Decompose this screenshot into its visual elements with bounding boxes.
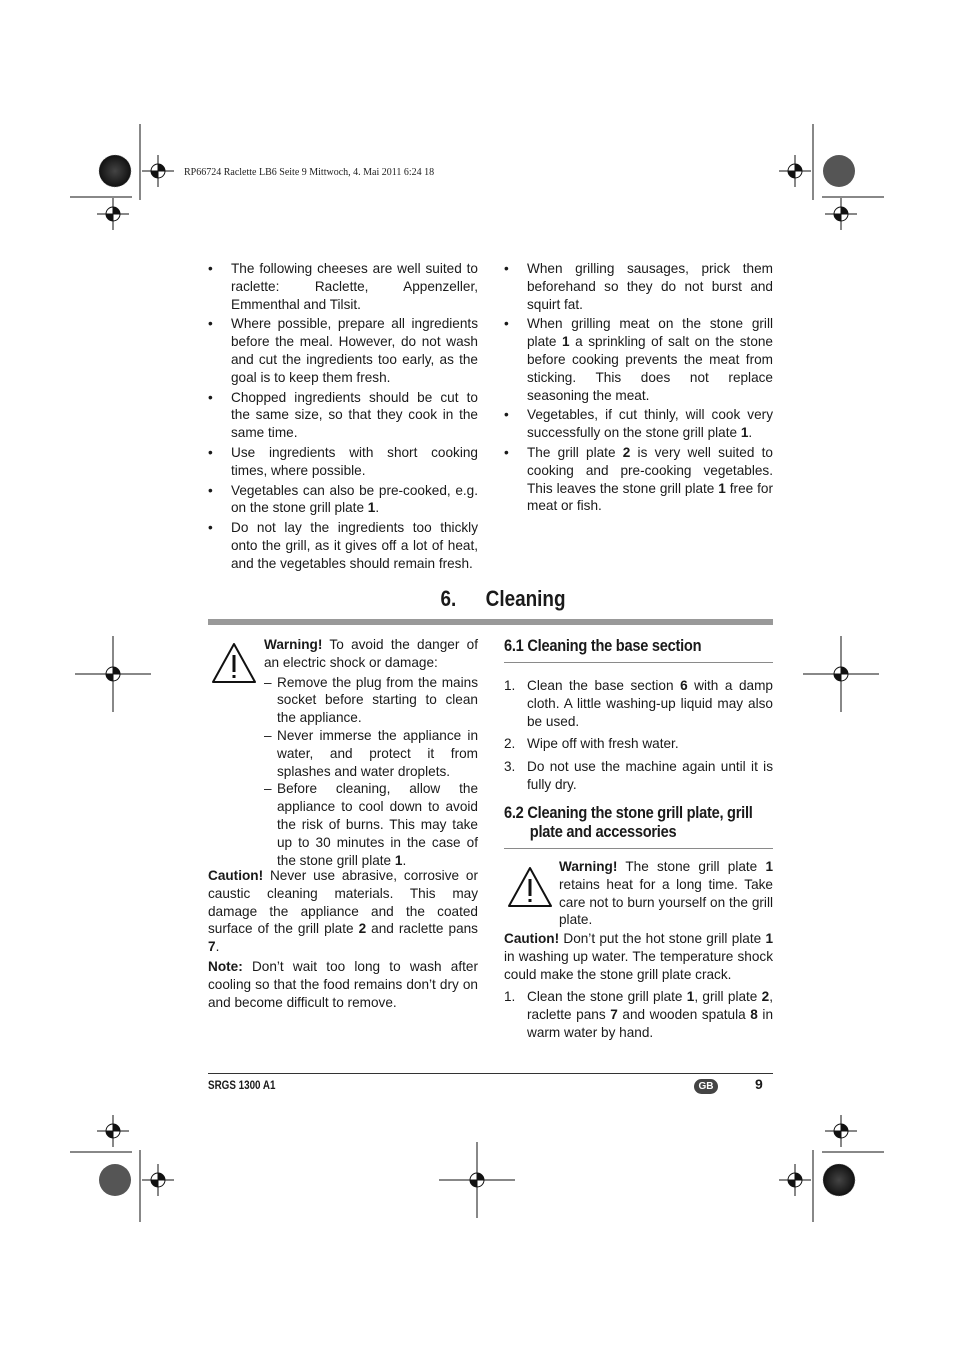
section-divider: [208, 619, 773, 625]
print-header: RP66724 Raclette LB6 Seite 9 Mittwoch, 4. Mai 2011 6:24 18: [184, 167, 435, 178]
section-title: 6. Cleaning: [440, 586, 566, 611]
list-item: • Use ingredients with short cooking times, where possible.: [208, 444, 478, 478]
subsection-rule: [504, 848, 773, 849]
model-number: SRGS 1300 A1: [208, 1078, 276, 1092]
subsection-rule: [504, 662, 773, 663]
list-item: • Chopped ingredients should be cut to the same size, so that they cook in the same time.: [208, 389, 478, 441]
list-item: • When grilling meat on the stone grill plate 1 a sprinkling of salt on the stone before cooking prevents the meat from sticking. This does not replace seasoning the meat.: [504, 316, 773, 403]
list-item: • The following cheeses are well suited to raclette: Raclette, Appenzeller, Emmenthal and Tilsit.: [208, 261, 478, 312]
language-badge: GB: [694, 1079, 718, 1094]
warning-block-right: Warning! The stone grill plate 1 retains heat for a long time. Take care not to burn yourself on the grill plate.: [559, 859, 773, 928]
list-item: 2. Wipe off with fresh water.: [504, 736, 679, 752]
cleaning-plate-steps: [504, 988, 773, 1046]
list-item: • When grilling sausages, prick them beforehand so they do not burst and squirt fat.: [504, 261, 773, 312]
tips-left-column: [208, 260, 478, 575]
tips-right-column: [504, 260, 773, 517]
list-item: 1. Clean the base section 6 with a damp cloth. A little washing-up liquid may also be used.: [504, 678, 773, 729]
list-item: • Where possible, prepare all ingredients before the meal. However, do not wash and cut the ingredients too early, as the goal is to keep them fresh.: [208, 316, 478, 385]
footer-rule: [208, 1073, 773, 1074]
list-item: • The grill plate 2 is very well suited to cooking and pre-cooking vegetables. This leaves the stone grill plate 1 free for meat or fish.: [504, 444, 773, 514]
page-number: 9: [755, 1076, 763, 1092]
cleaning-base-steps: [504, 677, 773, 799]
warning-triangle-icon: [211, 642, 257, 684]
warning-block-left: Warning! To avoid the danger of an electric shock or damage: – Remove the plug from the mains socket before starting to clean the appliance. – Never immerse the appliance in water, and protect it from splashes and water droplets. – Before cleaning, allow the appliance to cool down to avoid the risk of burns. This may take up to 30 minutes in the case of the stone grill plate 1.: [264, 637, 478, 868]
subsection-title: 6.1 Cleaning the base section: [504, 636, 702, 655]
list-item: • Vegetables can also be pre-cooked, e.g. on the stone grill plate 1.: [208, 482, 478, 516]
list-item: • Vegetables, if cut thinly, will cook very successfully on the stone grill plate 1.: [504, 407, 773, 441]
list-item: – Before cleaning, allow the appliance to cool down to avoid the risk of burns. This may take up to 30 minutes in the case of the stone grill plate 1.: [264, 781, 478, 868]
list-item: 1. Clean the stone grill plate 1, grill plate 2, raclette pans 7 and wooden spatula 8 in warm water by hand.: [504, 989, 774, 1040]
list-item: – Remove the plug from the mains socket before starting to clean the appliance.: [264, 674, 478, 726]
list-item: 3. Do not use the machine again until it is fully dry.: [504, 759, 773, 792]
warning-triangle-icon: [507, 866, 553, 908]
caution-block-left: Caution! Never use abrasive, corrosive or caustic cleaning materials. This may damage the appliance and the coated surface of the grill plate 2 and raclette pans 7. Note: Don’t wait too long to wash after cooling so that the food remains don’t dry on and become difficult to remove.: [208, 868, 478, 1010]
caution-block-right: Caution! Don’t put the hot stone grill plate 1 in washing up water. The temperature shock could make the stone grill plate crack.: [504, 931, 773, 982]
list-item: – Never immerse the appliance in water, and protect it from splashes and water droplets.: [264, 727, 478, 779]
subsection-title: 6.2 Cleaning the stone grill plate, grill plate and accessories: [504, 803, 753, 841]
list-item: • Do not lay the ingredients too thickly onto the grill, as it gives off a lot of heat, and the vegetables should remain fresh.: [208, 520, 478, 571]
